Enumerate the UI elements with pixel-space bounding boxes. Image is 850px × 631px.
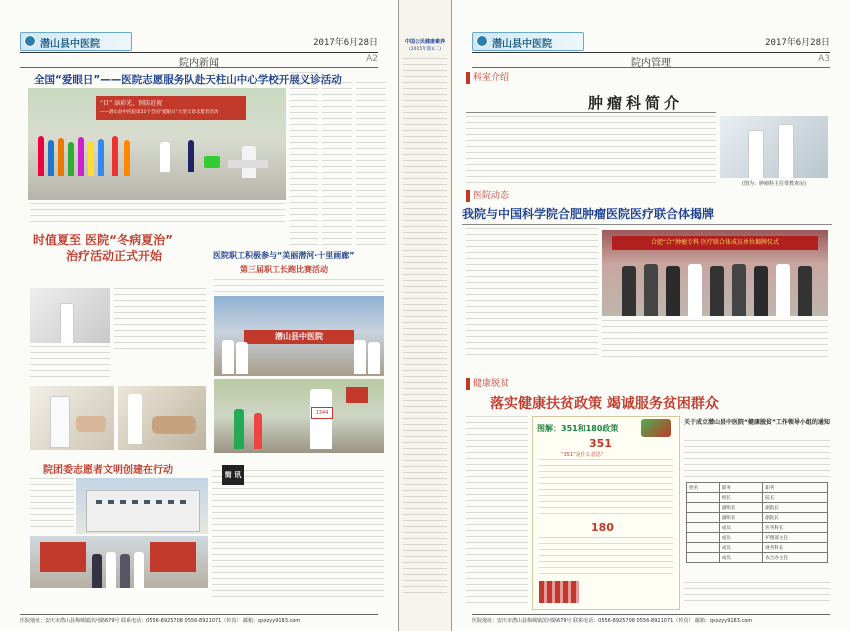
page-number: A3	[818, 54, 830, 64]
left-page	[0, 0, 398, 631]
table-row	[687, 533, 828, 543]
headline-alliance: 我院与中国科学院合肥肿瘤医院医疗联合体揭牌	[462, 207, 715, 221]
table-row	[687, 503, 828, 513]
table-cell: 财务科长	[763, 543, 828, 553]
doctor-figure	[60, 303, 74, 343]
table-cell: 副院长	[763, 513, 828, 523]
column-text	[322, 82, 352, 246]
policy-illustration	[641, 419, 671, 437]
child-figure	[68, 142, 74, 176]
guest-figure	[754, 266, 768, 316]
photo-caption: (图为：肿瘤科主任带教查房)	[742, 181, 806, 187]
divider	[472, 67, 830, 68]
headline-eye-day: 全国“爱眼日”——医院志愿服务队赴天柱山中心学校开展义诊活动	[34, 74, 342, 86]
table-cell: 护理部主任	[763, 533, 828, 543]
table-cell	[687, 523, 720, 533]
runner-figure	[368, 342, 380, 374]
logo-text: 潜山县中医院	[492, 39, 552, 50]
article-text	[30, 203, 285, 225]
photo-volunteers	[30, 536, 208, 588]
divider	[462, 224, 832, 225]
spine-text	[403, 58, 447, 598]
spine-column	[398, 0, 452, 631]
runner-figure	[354, 340, 366, 374]
notice-title: 关于成立潜山县中医院“健康脱贫”工作领导小组的通知	[684, 419, 830, 426]
hospital-logo	[20, 32, 132, 51]
table-header: 职务	[719, 483, 762, 493]
table-cell	[687, 513, 720, 523]
headline-winter-summer-2: 治疗活动正式开始	[66, 249, 163, 263]
child-figure	[98, 139, 104, 176]
guest-figure	[776, 264, 790, 316]
toy-cart	[204, 156, 220, 168]
question-351: “351”是什么意思？	[561, 452, 606, 458]
section-title: 院内新闻	[179, 58, 219, 69]
column-text	[290, 82, 318, 246]
table-row	[687, 543, 828, 553]
page-footer: 医院地址：安庆市潜山县梅城镇滨河路679号 联系电话：0556-8925708 0556-8921071（传真） 邮箱：qsxzyy9183.com	[472, 614, 830, 624]
article-text	[214, 279, 384, 293]
headline-run-2: 第三届职工长跑比赛活动	[240, 265, 328, 274]
hospital-banner: 潜山县中医院	[244, 330, 354, 344]
table-cell	[687, 503, 720, 513]
divider	[20, 67, 378, 68]
policy-text	[539, 459, 673, 519]
article-text	[466, 416, 528, 606]
article-text	[30, 478, 74, 528]
label-351: 351	[589, 437, 612, 450]
banner-line1: “目” 添彩光、预防近视	[100, 100, 163, 107]
table-cell: 成员	[719, 523, 762, 533]
volunteer-figure	[92, 554, 102, 588]
news-brief-label: 简 讯	[222, 465, 244, 485]
banner-line2: ——潜山县中医院第22个全国“爱眼日”大型义诊志愿者活动	[100, 110, 219, 115]
runner-figure	[310, 389, 332, 449]
photo-treatment-2	[30, 386, 114, 450]
volunteer-figure	[120, 554, 130, 588]
policy-diagram	[532, 416, 680, 610]
table-cell	[687, 493, 720, 503]
runner-figure	[254, 413, 262, 449]
doctor-figure	[748, 130, 764, 178]
table-cell: 成员	[719, 543, 762, 553]
health-cards	[539, 581, 579, 603]
spine-title: 中国公民健康素养	[404, 39, 445, 45]
headline-winter-summer-1: 时值夏至 医院“冬病夏治”	[33, 233, 173, 247]
masthead	[472, 32, 830, 53]
title-oncology: 肿瘤科简介	[588, 94, 684, 112]
guest-figure	[666, 266, 680, 316]
guest-figure	[732, 264, 746, 316]
headline-poverty-relief: 落实健康扶贫政策 竭诚服务贫困群众	[490, 396, 719, 412]
table-row	[687, 513, 828, 523]
hospital-logo	[472, 32, 584, 51]
doctor-figure	[128, 394, 142, 444]
race-bib: 1344	[311, 407, 333, 419]
column-text	[356, 82, 386, 246]
child-figure	[88, 141, 94, 176]
patient-figure	[152, 416, 196, 434]
table-cell: 副组长	[719, 503, 762, 513]
table-cell	[687, 543, 720, 553]
column-text	[212, 470, 384, 600]
tag-department: 科室介绍	[466, 72, 509, 84]
doctor-figure	[50, 396, 70, 448]
page-number: A2	[366, 54, 378, 64]
child-figure	[124, 140, 130, 176]
doctor-figure	[778, 124, 794, 178]
photo-eye-clinic	[28, 88, 286, 200]
child-figure	[78, 137, 84, 176]
photo-treatment-3	[118, 386, 206, 450]
tag-poverty-relief: 健康脱贫	[466, 378, 509, 390]
logo-text: 潜山县中医院	[40, 39, 100, 50]
column-text	[290, 72, 318, 80]
diagram-title: 图解：351和180政策	[537, 424, 619, 433]
leadership-table	[686, 482, 828, 563]
spine-subtitle: (2015年版)(二)	[409, 47, 441, 52]
ceremony-backdrop: 合肥“合”肿瘤专科 医疗联合体成员单位揭牌仪式	[612, 236, 818, 250]
photo-runner	[214, 379, 384, 453]
photo-building	[76, 478, 208, 534]
child-figure	[188, 140, 194, 172]
notice-text	[684, 440, 830, 478]
table-cell: 成员	[719, 553, 762, 563]
photo-unveiling	[602, 230, 828, 316]
tag-hospital-news: 医院动态	[466, 190, 509, 202]
red-flag	[346, 387, 368, 403]
guest-figure	[644, 264, 658, 316]
headline-run-1: 医院职工积极参与“美丽潜河·十里画廊”	[213, 251, 355, 260]
doctor-figure	[160, 142, 170, 172]
photo-run-group	[214, 296, 384, 376]
article-text	[466, 228, 598, 360]
photo-treatment-1	[30, 288, 110, 343]
headline-volunteers: 院团委志愿者文明创建在行动	[43, 465, 173, 476]
party-flag	[150, 542, 196, 572]
guest-figure	[622, 266, 636, 316]
runner-figure	[236, 342, 248, 374]
child-figure	[58, 138, 64, 176]
table-cell: 组长	[719, 493, 762, 503]
runner-figure	[222, 340, 234, 374]
logo-emblem-icon	[476, 35, 488, 47]
table-cell: 院长	[763, 493, 828, 503]
table-cell	[687, 553, 720, 563]
page-footer: 医院地址：安庆市潜山县梅城镇滨河路679号 联系电话：0556-8925708 0556-8921071（传真） 邮箱：qsxzyy9183.com	[20, 614, 378, 624]
volunteer-figure	[134, 552, 144, 588]
table-row	[687, 553, 828, 563]
table	[228, 160, 268, 168]
notice-text	[684, 582, 830, 606]
policy-text	[539, 537, 673, 577]
section-title: 院内管理	[631, 58, 671, 69]
right-page	[452, 0, 850, 631]
article-text	[30, 346, 110, 382]
child-figure	[38, 136, 44, 176]
table-cell: 副组长	[719, 513, 762, 523]
table-cell: 农合办主任	[763, 553, 828, 563]
building	[86, 490, 200, 532]
issue-date: 2017年6月28日	[765, 38, 830, 48]
table-row	[687, 523, 828, 533]
table-cell	[687, 533, 720, 543]
child-figure	[48, 140, 54, 176]
patient-figure	[76, 416, 106, 432]
child-figure	[112, 136, 118, 176]
table-cell: 成员	[719, 533, 762, 543]
volunteer-figure	[106, 552, 116, 588]
divider	[466, 112, 716, 113]
masthead	[20, 32, 378, 53]
event-banner	[96, 96, 246, 120]
guest-figure	[688, 264, 702, 316]
table-cell: 医务科长	[763, 523, 828, 533]
article-text	[602, 320, 828, 360]
issue-date: 2017年6月28日	[313, 38, 378, 48]
runner-figure	[234, 409, 244, 449]
photo-ward-round	[720, 116, 828, 178]
table-cell: 副院长	[763, 503, 828, 513]
label-180: 180	[591, 521, 614, 534]
article-text	[466, 116, 716, 186]
party-flag	[40, 542, 86, 572]
windows	[96, 500, 188, 504]
table-header: 姓名	[687, 483, 720, 493]
guest-figure	[798, 266, 812, 316]
logo-emblem-icon	[24, 35, 36, 47]
article-text	[114, 288, 206, 354]
table-row	[687, 493, 828, 503]
guest-figure	[710, 266, 724, 316]
table-header: 职务	[763, 483, 828, 493]
